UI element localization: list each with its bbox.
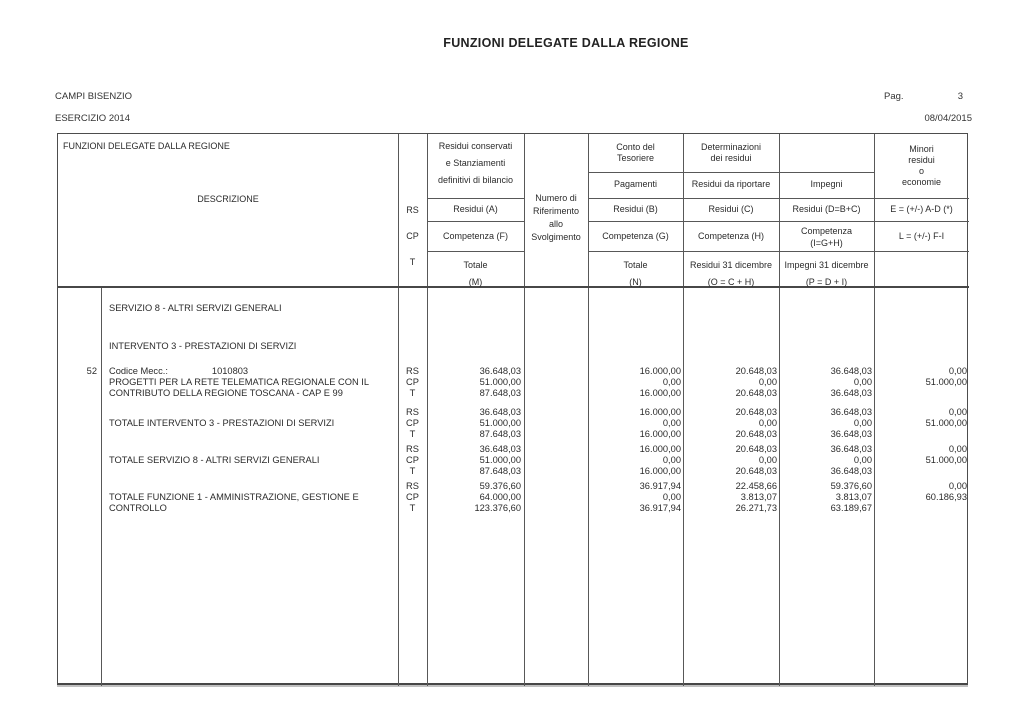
minori-line2: residui	[908, 155, 935, 165]
determinazioni-line1: Determinazioni	[700, 142, 762, 152]
value-cell: 0,00	[948, 444, 967, 454]
col-header-residui-d: Residui (D=B+C)	[792, 204, 861, 214]
minori-line3: o	[918, 166, 924, 176]
rs-marker: RS	[406, 366, 419, 376]
col-header-impegni-31	[779, 257, 874, 291]
col-header-rs: RS	[406, 205, 419, 215]
value-cell: 16.000,00	[639, 444, 681, 454]
page-title: FUNZIONI DELEGATE DALLA REGIONE	[443, 36, 689, 50]
residui-31-line1: Residui 31 dicembre	[689, 260, 773, 270]
value-cell: 36.917,94	[639, 481, 681, 491]
value-cell: 16.000,00	[639, 466, 681, 476]
value-cell: 123.376,60	[474, 503, 521, 513]
value-cell: 36.648,03	[479, 444, 521, 454]
codice-label-text: Codice Mecc.:	[109, 366, 168, 376]
residui-31-line2: (O = C + H)	[707, 277, 755, 287]
rs-marker: RS	[406, 481, 419, 491]
t-marker: T	[409, 466, 416, 476]
totale-n-line1: Totale	[623, 260, 648, 270]
value-cell: 3.813,07	[835, 492, 872, 502]
cp-marker: CP	[406, 377, 419, 387]
row-description-line2: CONTRIBUTO DELLA REGIONE TOSCANA - CAP E 99	[109, 388, 343, 398]
col-header-competenza-g: Competenza (G)	[602, 231, 669, 241]
print-date: 08/04/2015	[924, 113, 972, 124]
totale-m-line2: (M)	[468, 277, 483, 287]
numero-line4: Svolgimento	[531, 232, 581, 242]
total-label-line1: TOTALE FUNZIONE 1 - AMMINISTRAZIONE, GESTIONE E	[109, 492, 359, 502]
col-header-cp: CP	[406, 231, 419, 241]
value-cell: 59.376,60	[479, 481, 521, 491]
impegni-31-line2: (P = D + I)	[805, 277, 848, 287]
value-cell: 16.000,00	[639, 407, 681, 417]
col-header-residui-da-riportare: Residui da riportare	[691, 179, 771, 189]
impegni-31-line1: Impegni 31 dicembre	[784, 260, 869, 270]
value-cell: 36.648,03	[830, 407, 872, 417]
numero-line2: Riferimento	[532, 206, 579, 216]
header-line-r1	[588, 172, 874, 173]
value-cell: 60.186,93	[925, 492, 967, 502]
value-cell: 0,00	[758, 455, 777, 465]
value-cell: 0,00	[853, 455, 872, 465]
cp-marker: CP	[406, 492, 419, 502]
col-header-formula-l: L = (+/-) F-I	[898, 231, 945, 241]
header-line-r2b	[588, 198, 969, 199]
value-cell: 26.271,73	[735, 503, 777, 513]
header-line-r4b	[588, 251, 969, 252]
col-header-conto-tesoriere	[588, 142, 683, 164]
grid-line-rownum	[101, 286, 102, 686]
value-cell: 51.000,00	[479, 377, 521, 387]
value-cell: 59.376,60	[830, 481, 872, 491]
total-label: TOTALE INTERVENTO 3 - PRESTAZIONI DI SERVIZI	[109, 418, 335, 428]
value-cell: 0,00	[758, 377, 777, 387]
page-label: Pag.	[884, 91, 904, 102]
t-marker: T	[409, 503, 416, 513]
header-line-r3b	[588, 221, 969, 222]
cp-marker: CP	[406, 418, 419, 428]
value-cell: 36.648,03	[479, 366, 521, 376]
value-cell: 36.648,03	[830, 466, 872, 476]
section-heading-intervento: INTERVENTO 3 - PRESTAZIONI DI SERVIZI	[109, 341, 297, 351]
value-cell: 64.000,00	[479, 492, 521, 502]
value-cell: 63.189,67	[830, 503, 872, 513]
conto-line1: Conto del	[616, 142, 655, 152]
value-cell: 87.648,03	[479, 466, 521, 476]
col-header-residui-conservati	[427, 138, 524, 189]
value-cell: 36.648,03	[479, 407, 521, 417]
cp-marker: CP	[406, 455, 419, 465]
competenza-i-line1: Competenza	[800, 226, 853, 236]
value-cell: 3.813,07	[740, 492, 777, 502]
value-cell: 0,00	[662, 418, 681, 428]
value-cell: 51.000,00	[925, 377, 967, 387]
col-header-determinazioni	[683, 142, 779, 164]
value-cell: 20.648,03	[735, 429, 777, 439]
value-cell: 36.917,94	[639, 503, 681, 513]
totale-m-line1: Totale	[463, 260, 488, 270]
rs-marker: RS	[406, 407, 419, 417]
col-header-formula-e: E = (+/-) A-D (*)	[890, 204, 953, 214]
header-line-r3a	[427, 221, 524, 222]
section-heading-servizio: SERVIZIO 8 - ALTRI SERVIZI GENERALI	[109, 303, 282, 313]
rs-marker: RS	[406, 444, 419, 454]
residui-conservati-line1: Residui conservati	[438, 141, 513, 151]
value-cell: 0,00	[662, 455, 681, 465]
value-cell: 0,00	[662, 492, 681, 502]
value-cell: 0,00	[948, 407, 967, 417]
col-header-competenza-f: Competenza (F)	[442, 231, 509, 241]
col-header-residui-a: Residui (A)	[453, 204, 498, 214]
value-cell: 20.648,03	[735, 407, 777, 417]
header-line-r2a	[427, 198, 524, 199]
competenza-i-line2: (I=G+H)	[810, 238, 843, 248]
col-header-competenza-h: Competenza (H)	[697, 231, 765, 241]
codice-mecc-label	[109, 366, 248, 377]
value-cell: 51.000,00	[925, 455, 967, 465]
value-cell: 20.648,03	[735, 444, 777, 454]
value-cell: 16.000,00	[639, 429, 681, 439]
value-cell: 16.000,00	[639, 366, 681, 376]
municipality-label: CAMPI BISENZIO	[55, 91, 133, 102]
t-marker: T	[409, 429, 416, 439]
total-label: TOTALE SERVIZIO 8 - ALTRI SERVIZI GENERALI	[109, 455, 320, 465]
value-cell: 51.000,00	[479, 455, 521, 465]
determinazioni-line2: dei residui	[710, 153, 752, 163]
row-number: 52	[86, 366, 97, 376]
residui-conservati-line2: e Stanziamenti	[445, 158, 506, 168]
value-cell: 36.648,03	[830, 429, 872, 439]
residui-conservati-line3: definitivi di bilancio	[437, 175, 514, 185]
value-cell: 51.000,00	[479, 418, 521, 428]
report-table	[57, 133, 968, 685]
value-cell: 36.648,03	[830, 444, 872, 454]
col-header-descrizione: DESCRIZIONE	[197, 194, 259, 204]
total-label-line2: CONTROLLO	[109, 503, 167, 513]
value-cell: 20.648,03	[735, 388, 777, 398]
col-header-minori	[874, 144, 969, 188]
value-cell: 87.648,03	[479, 429, 521, 439]
numero-line1: Numero di	[535, 193, 577, 203]
value-cell: 51.000,00	[925, 418, 967, 428]
minori-line4: economie	[901, 177, 942, 187]
minori-line1: Minori	[909, 144, 934, 154]
col-header-impegni: Impegni	[810, 179, 843, 189]
row-description-line1: PROGETTI PER LA RETE TELEMATICA REGIONALE CON IL	[109, 377, 370, 387]
col-header-t: T	[409, 257, 416, 267]
col-header-totale-n	[588, 257, 683, 291]
totale-n-line2: (N)	[629, 277, 642, 287]
value-cell: 0,00	[948, 366, 967, 376]
col-header-competenza-i	[779, 225, 874, 249]
col-header-residui-b: Residui (B)	[613, 204, 658, 214]
value-cell: 16.000,00	[639, 388, 681, 398]
value-cell: 0,00	[853, 418, 872, 428]
value-cell: 20.648,03	[735, 466, 777, 476]
value-cell: 36.648,03	[830, 388, 872, 398]
col-header-residui-31	[683, 257, 779, 291]
value-cell: 0,00	[662, 377, 681, 387]
value-cell: 22.458,66	[735, 481, 777, 491]
exercise-label: ESERCIZIO 2014	[55, 113, 130, 124]
codice-value-text: 1010803	[211, 366, 249, 376]
conto-line2: Tesoriere	[616, 153, 654, 163]
col-header-pagamenti: Pagamenti	[613, 179, 658, 189]
value-cell: 0,00	[758, 418, 777, 428]
col-header-residui-c: Residui (C)	[708, 204, 754, 214]
numero-line3: allo	[548, 219, 563, 229]
value-cell: 87.648,03	[479, 388, 521, 398]
page-number: 3	[957, 91, 963, 102]
t-marker: T	[409, 388, 416, 398]
value-cell: 20.648,03	[735, 366, 777, 376]
col-header-numero-riferimento	[524, 192, 588, 244]
value-cell: 0,00	[948, 481, 967, 491]
table-corner-title: FUNZIONI DELEGATE DALLA REGIONE	[63, 141, 230, 151]
col-header-totale-m	[427, 257, 524, 291]
value-cell: 0,00	[853, 377, 872, 387]
header-line-r4a	[427, 251, 524, 252]
value-cell: 36.648,03	[830, 366, 872, 376]
